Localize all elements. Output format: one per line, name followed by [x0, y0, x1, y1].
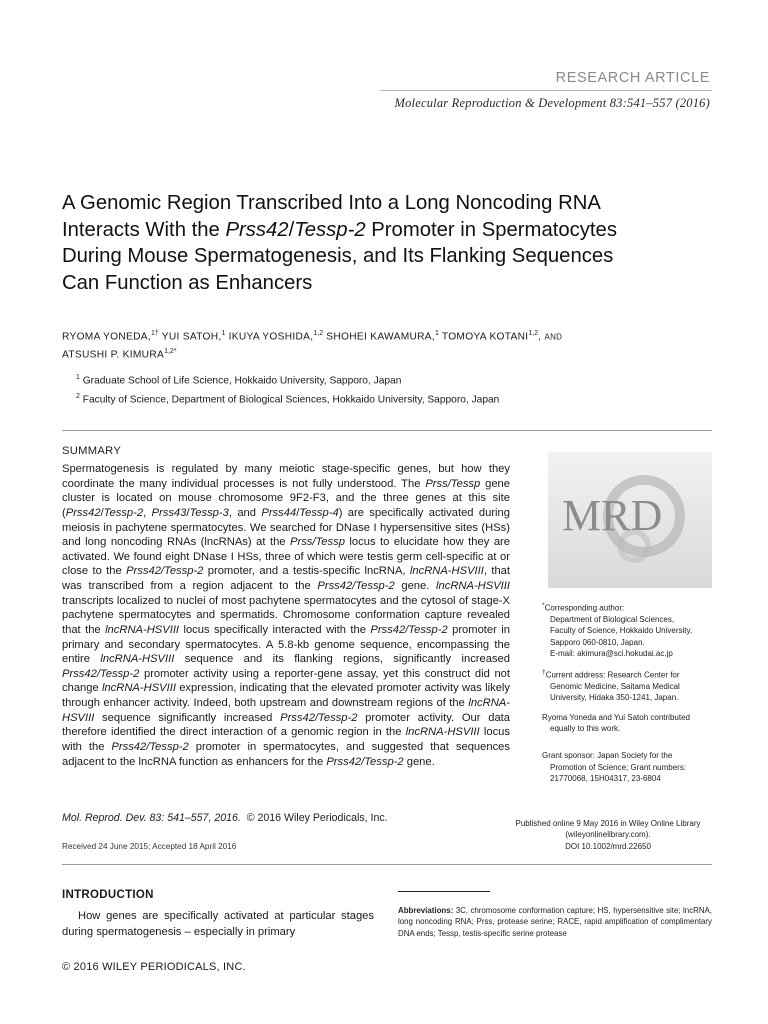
footnote-line: equally to this work. — [550, 723, 621, 733]
introduction-heading: INTRODUCTION — [62, 889, 154, 901]
logo-text: MRD — [562, 491, 663, 540]
journal-name: Molecular Reproduction — [394, 96, 522, 110]
footnotes — [542, 600, 714, 784]
article-type-label: RESEARCH ARTICLE — [555, 70, 710, 86]
summary-text: Spermatogenesis is regulated by many meiotic stage-specific genes, but how they coordinate the many individual processes is not fully understood. The Prss/Tessp gene cluster is located on mouse chromosome 9F2-F3, and the three genes at this site (Prss42/Tessp-2, Prss43/Tessp-3, and Prss44/Tessp-4) are specifically activated during meiosis in pachytene spermatocytes. We searched for DNase I hypersensitive sites (HSs) and long noncoding RNAs (lncRNAs) at the Prss/Tessp locus to elucidate how they are activated. We found eight DNase I HSs, three of which were testis germ cell-specific at or close to the Prss42/Tessp-2 promoter, and a testis-specific lncRNA, lncRNA-HSVIII, that was transcribed from a region adjacent to the Prss42/Tessp-2 gene. lncRNA-HSVIII transcripts localized to nuclei of most pachytene spermatocytes and the cytosol of stage-X pachytene spermatocytes and spermatids. Chromosome conformation capture revealed that the lncRNA-HSVIII locus specifically interacted with the Prss42/Tessp-2 promoter in primary and secondary spermatocytes. A 5.8-kb genome sequence, encompassing the entire lncRNA-HSVIII sequence and its flanking regions, significantly increased Prss42/Tessp-2 promoter activity using a reporter-gene assay, yet this construct did not change lncRNA-HSVIII expression, indicating that the elevated promoter activity was likely through enhancer activity. Indeed, both upstream and downstream regions of the lncRNA-HSVIII sequence significantly increased Prss42/Tessp-2 promoter activity. Our data therefore identified the direct interaction of a genomic region in the lncRNA-HSVIII locus with the Prss42/Tessp-2 promoter in spermatocytes, and suggested that sequences adjacent to the lncRNA function as enhancers for the Prss42/Tessp-2 gene. — [62, 463, 511, 768]
title-line: A Genomic Region Transcribed Into a Long Noncoding RNA — [62, 192, 601, 214]
footnote-line: Department of Biological Sciences, — [550, 614, 675, 624]
journal-ampersand: & — [525, 96, 535, 110]
introduction-text: How genes are specifically activated at particular stages during spermatogenesis – especially in primary — [62, 910, 374, 938]
title-line: Can Function as Enhancers — [62, 271, 313, 294]
header-rule — [380, 90, 712, 91]
affiliation-item: $^2$ Faculty of Science, Department of Biological Sciences, Hokkaido University, Sapporo, Japan — [76, 393, 500, 406]
footnote-line: Sapporo 060-0810, Japan. — [550, 637, 645, 647]
journal-volume: Development 83:541–557 (2016) — [538, 96, 710, 110]
journal-logo — [548, 452, 712, 588]
affiliations — [76, 370, 716, 409]
publication-info — [490, 818, 726, 852]
title-line: During Mouse Spermatogenesis, and Its Flanking Sequences — [62, 245, 614, 268]
grant-line: Promotion of Science; Grant numbers: — [550, 762, 687, 772]
section-divider — [62, 864, 712, 865]
article-title — [62, 190, 712, 296]
journal-citation-line — [394, 96, 710, 111]
footnote-line: Ryoma Yoneda and Yui Satoh contributed — [542, 712, 690, 722]
title-line: Interacts With the Prss42/Tessp-2 Promoter in Spermatocytes — [62, 218, 617, 241]
footnote-line: Faculty of Science, Hokkaido University, — [550, 626, 693, 636]
grant-line: 21770068, 15H04317, 23-6804 — [550, 773, 661, 783]
current-address-label: †Current address: Research Center for — [542, 669, 680, 680]
published-line: (wileyonlinelibrary.com). — [565, 830, 651, 840]
footnote-rule — [398, 891, 490, 892]
grant-line: Grant sponsor: Japan Society for the — [542, 751, 673, 761]
page-copyright: © 2016 WILEY PERIODICALS, INC. — [62, 961, 246, 973]
summary-heading: SUMMARY — [62, 445, 122, 457]
author-email: E-mail: akimura@sci.hokudai.ac.jp — [550, 648, 673, 658]
section-divider — [62, 430, 712, 431]
author-list: RYOMA YONEDA,$^{1\dagger}$ YUI SATOH,$^1$ IKUYA YOSHIDA,$^{1,2}$ SHOHEI KAWAMURA,$^1$ TOMOYA KOTANI$^{1,2}$, AND ATSUSHI P. $KIMURA^{1,2*}$ — [62, 330, 563, 361]
doi-line: DOI 10.1002/mrd.22650 — [565, 841, 651, 851]
abbreviations: Abbreviations: 3C, chromosome conformation capture; HS, hypersensitive site; lncRNA, long noncoding RNA; Prss, protease serine; RACE, rapid amplification of complimentary DNA ends; Tessp, testis-specific serine protease — [398, 906, 712, 938]
published-line: Published online 9 May 2016 in Wiley Online Library — [515, 819, 701, 828]
footnote-line: University, Hidaka 350-1241, Japan. — [550, 693, 679, 703]
corresponding-author-label: *Corresponding author: — [542, 602, 625, 613]
affiliation-item: $^1$ Graduate School of Life Science, Hokkaido University, Sapporo, Japan — [76, 374, 402, 387]
received-dates: Received 24 June 2015; Accepted 18 April 2016 — [62, 842, 237, 851]
footnote-line: Genomic Medicine, Saitama Medical — [550, 682, 680, 692]
mrd-logo-icon — [548, 452, 712, 588]
article-citation: Mol. Reprod. Dev. 83: 541–557, 2016. © 2016 Wiley Periodicals, Inc. — [62, 812, 388, 824]
